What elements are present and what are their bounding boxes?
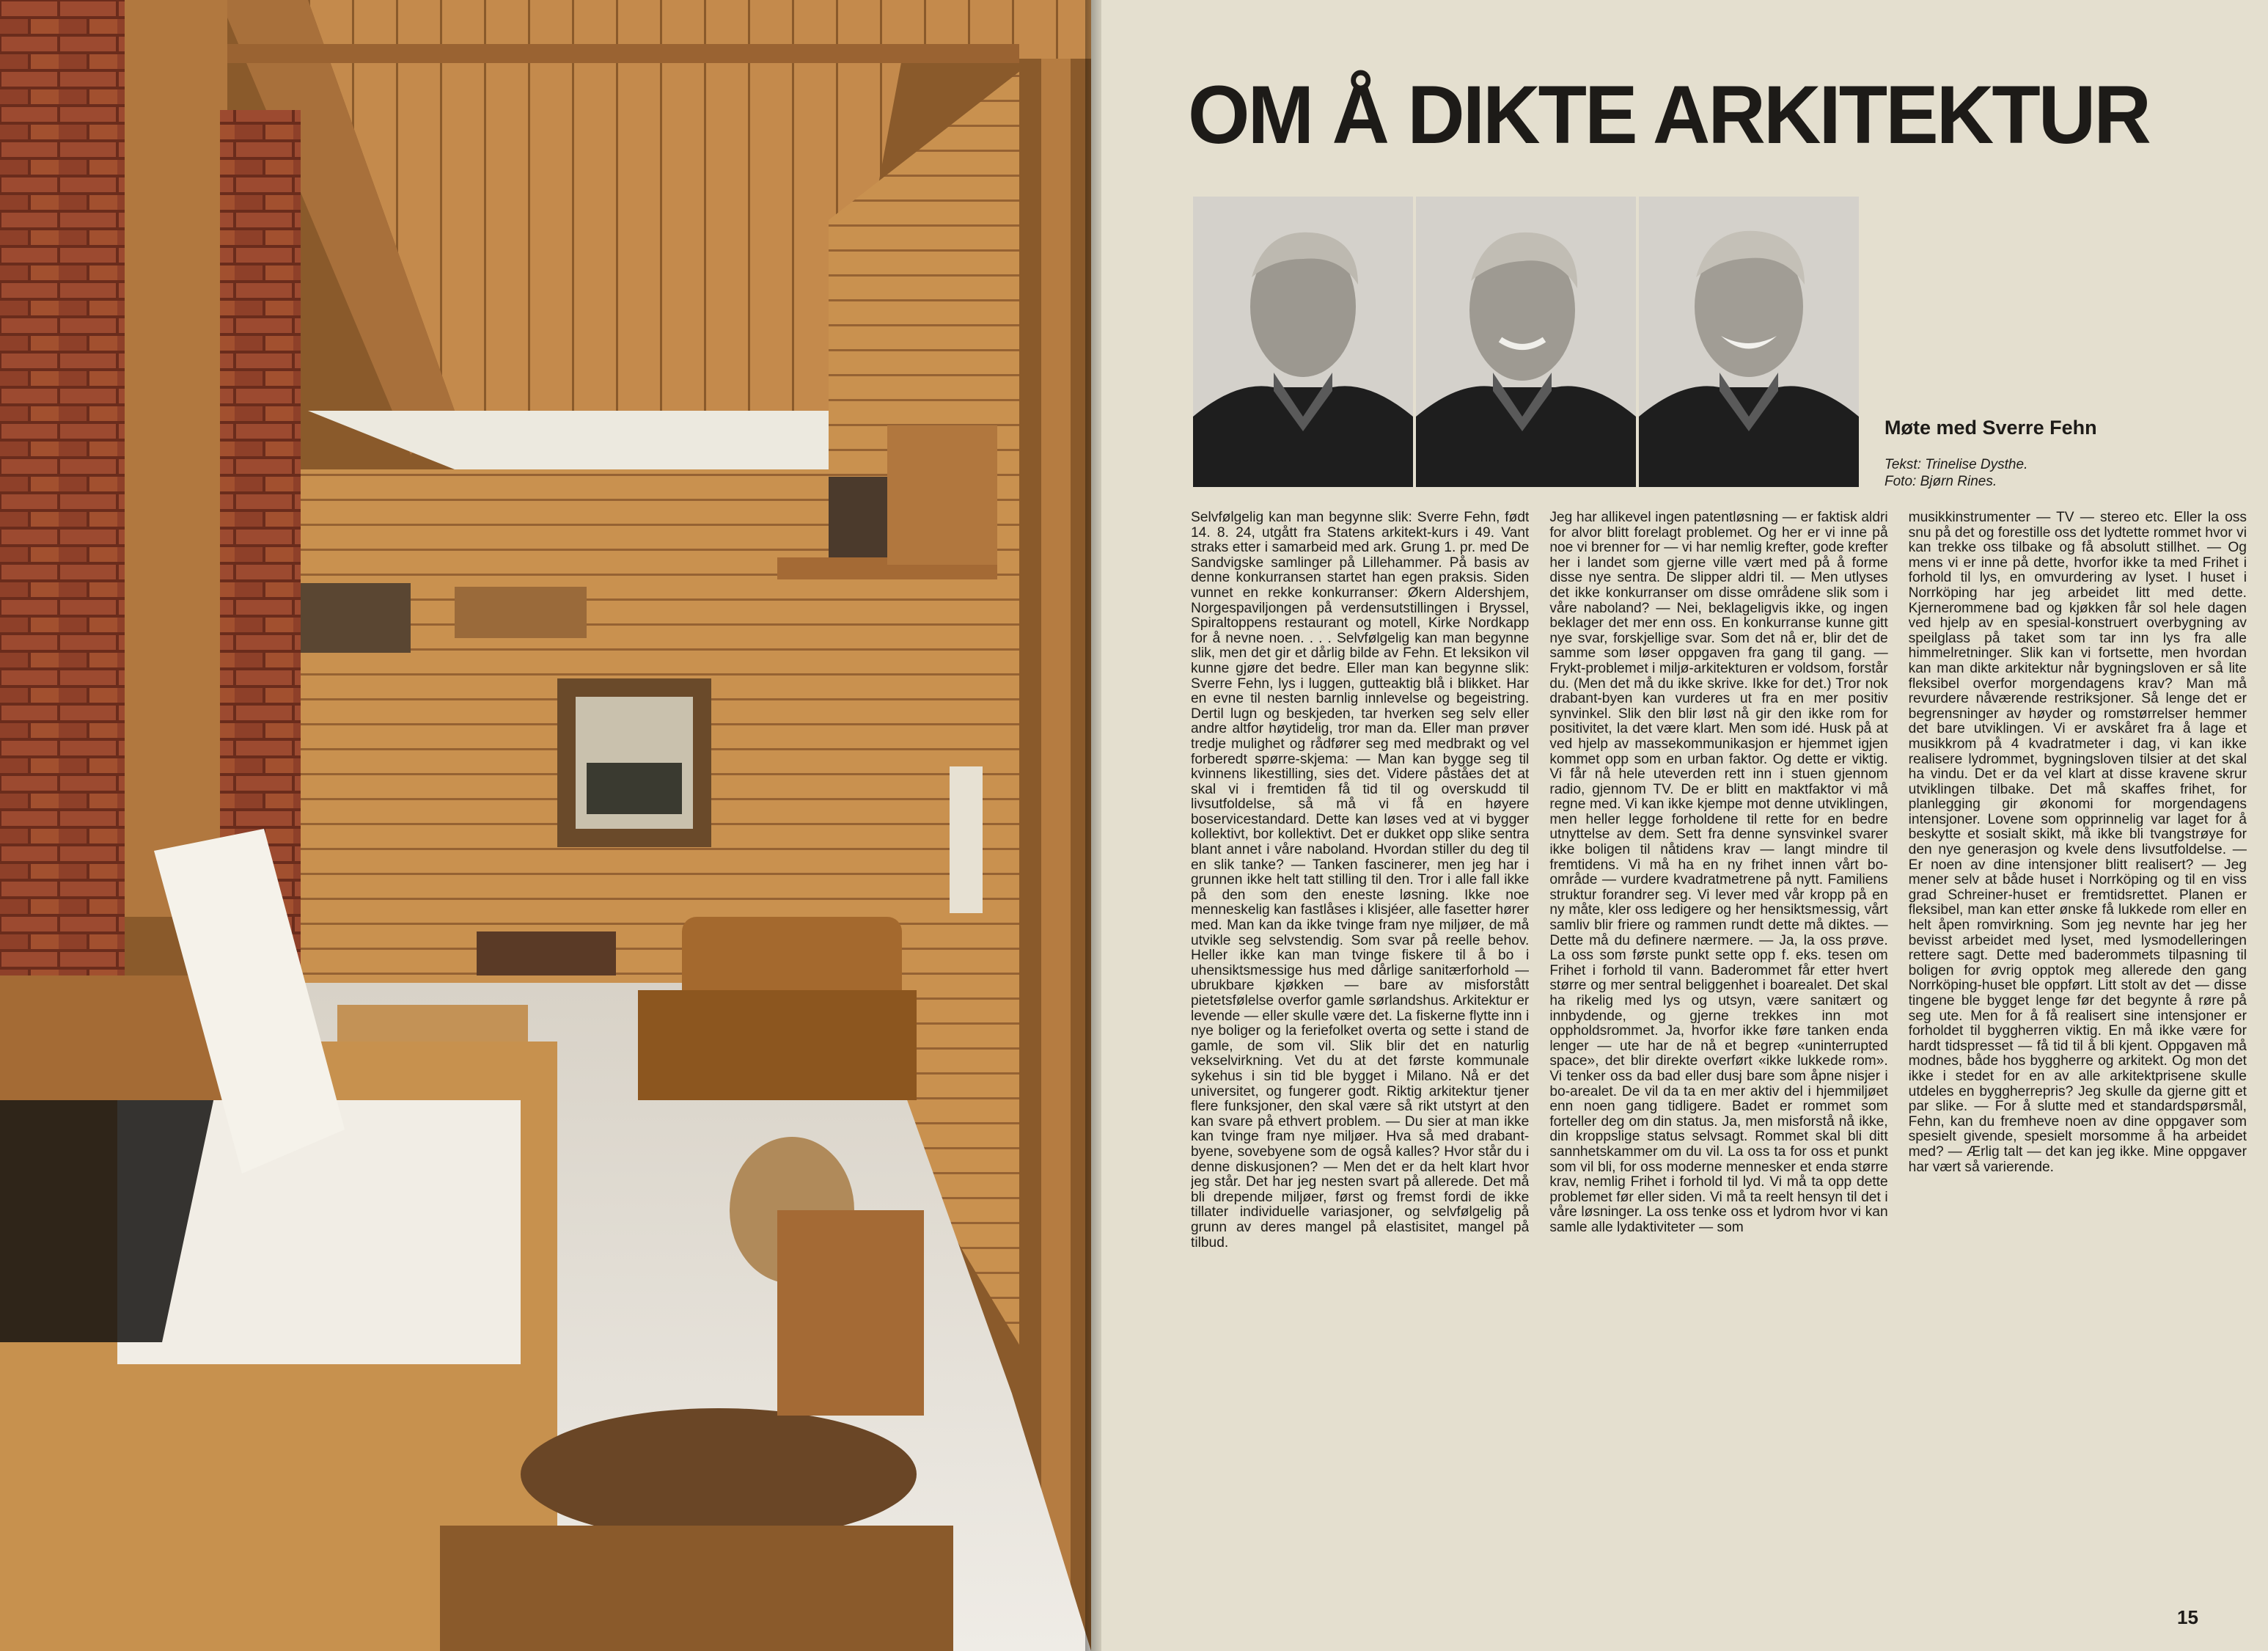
article-headline: OM Å DIKTE ARKITEKTUR: [1188, 69, 2149, 161]
text-column: [1909, 510, 2247, 1589]
photo-credit: Foto: Bjørn Rines.: [1885, 474, 1997, 489]
column-text: Jeg har allikevel ingen patentløsning — er faktisk aldri for alvor blitt forelagt problemet. Og her er vi inne på noe vi brenner for — vi har nemlig krefter, gode krefter her i landet som gjerne ville vært med på å forme disse nye sentra. De slipper aldri til. — Men utlyses det ikke konkurranser om disse områdene slik som i våre naboland? — Nei, beklageligvis ikke, og ingen beklager det mer enn oss. En konkurranse kunne gitt nye svar, forskjellige svar. Som det nå er, blir det de samme som løser oppgaven fra gang til gang. — Frykt-problemet i miljø-arkitekturen er voldsom, forstår du. (Men det må du ikke skrive. Ikke for det.) Tror nok drabant-byen kan vurderes ut fra en mer positiv synvinkel. Slik den blir løst nå gir den ikke rom for positivitet, la det være klart. Men som idé. Husk på at ved hjelp av massekommunikasjon er hjemmet igjen kommet opp som en urban faktor. Og dette er viktig. Vi får nå hele uteverden rett inn i stuen gjennom radio, gjennom TV. De er blitt en maktfaktor vi må regne med. Vi kan ikke kjempe mot denne utviklingen, men heller legge forholdene til rette for en bedre utnyttelse av dem. Sett fra denne synsvinkel svarer ikke boligen til nåtidens krav — langt mindre til fremtidens. Vi må ha en ny frihet innen vårt bo-område — vurdere kvadratmetrene på nytt. Familiens struktur forandrer seg. Vi lever med vår kropp på en ny måte, kler oss ledigere og her hensiktsmessig, vårt samliv blir friere og rammen rundt dette må diktes. — Dette må du definere nærmere. — Ja, la oss prøve. La oss som første punkt sette opp f. eks. tesen om Frihet i forhold til vann. Baderommet får etter hvert større og mer sentral beliggenhet i boarealet. Det skal ha rikelig med lys og utsyn, være sanitært og innbydende, og gjerne trekkes inn mot oppholdsrommet. Ja, hvorfor ikke føre tanken enda lenger — ute har de nå et begrep «uninterrupted space», det blir direkte overført «ikke lukkede rom». Vi tenker oss da bad eller dusj bare som åpne nisjer i bo-arealet. De vil da ta en mer aktiv del i hjemmiljøet enn noen gang tidligere. Badet er rommet som forteller deg om din status. Ja, men misforstå nå ikke, din kroppslige status selvsagt. Rommet skal bli ditt sannhetskammer om du vil. La oss ta for oss et punkt som vil bli, for oss moderne mennesker et enda større krav, nemlig Frihet i forhold til lyd. Vi må ta opp dette problemet før eller siden. Vi må ta reelt hensyn til det i våre løsninger. La oss tenke oss et lydrom hvor vi kan samle alle lydaktiviteter — som: [1549, 510, 1888, 1235]
interior-photograph: [0, 0, 1091, 1651]
column-text: musikkinstrumenter — TV — stereo etc. Eller la oss snu på det og forestille oss det lydtette rommet hvor vi kan trekke oss tilbake og få absolutt stillhet. — Og mens vi er inne på dette, hvorfor ikke ta med Frihet i forhold til lys, en omvurdering av lyset. I huset i Norrköping har jeg arbeidet litt med dette. Kjernerommene bad og kjøkken får sol hele dagen ved hjelp av en spesial-konstruert overbygning av speilglass på taket som tar inn lys fra alle himmelretninger. Slik kan vi fortsette, men hvordan kan man dikte arkitektur når bygningsloven er så lite fleksibel overfor morgendagens krav? Man må revurdere nåværende restriksjoner. Så lenge det er begrensninger av høyder og romstørrelser hemmer det bare utviklingen. Vi er avskåret fra å lage et musikkrom på 4 kvadratmeter i dag, vi kan ikke realisere lydrommet, bygningsloven tilsier at det skal ha vindu. Det er da vel klart at disse kravene skrur utviklingen tilbake. Det må skaffes frihet, for planlegging gir økonomi for morgendagens intensjoner. Lovene som opprinnelig var laget for å beskytte et sosialt skikt, må ikke bli tvangstrøye for den nye generasjon og kvele dens livsutfoldelse. — Er noen av dine intensjoner blitt realisert? — Jeg mener selv at både huset i Norrköping og til en viss grad Schreiner-huset er fremtidsrettet. Planen er fleksibel, man kan etter ønske få lukkede rom eller en helt åpen romvirkning. Som jeg nevnte har jeg her bevisst arbeidet med lyset, med lysmodelleringen rettere sagt. Dette med baderommets tilpasning til boligen for øvrig opptok meg allerede den gang Norrköping-huset ble oppført. Litt stolt av det — disse tingene ble bygget lenge før det begynte å røre på seg ute. Men for å få realisert sine intensjoner er forholdet til byggherren viktig. En må ikke være for hardt tidspresset — få tid til å bli kjent. Oppgaven må modnes, både hos byggherre og arkitekt. Og mon det ikke i stedet for en av alle arkitektprisene skulle utdeles en byggherrepris? Jeg skulle da gjerne gitt et par slike. — For å slutte med et standardspørsmål, Fehn, kan du fremheve noen av dine oppgaver som spesielt givende, spesielt morsomme å ha arbeidet med? — Ærlig talt — det kan jeg ikke. Mine oppgaver har vært så varierende.: [1908, 510, 2247, 1175]
article-page: [1101, 0, 2268, 1651]
page-gutter: [1085, 0, 1101, 1651]
article-credits: [1885, 456, 2027, 490]
column-text: Selvfølgelig kan man begynne slik: Sverre Fehn, født 14. 8. 24, utgått fra Statens arkitekt-kurs i 49. Vant straks etter i samarbeid med ark. Grung 1. pr. med De Sandvigske samlinger på Lillehammer. På basis av denne konkurransen startet han egen praksis. Siden vunnet en rekke konkurranser: Økern Aldershjem, Norgespaviljongen på verdensutstillingen i Bryssel, Spiraltoppens restaurant og motell, Kirke Nordkapp for å nevne noen. . . . Selvfølgelig kan man begynne slik, men det gir et dårlig bilde av Fehn. Et leksikon vil kunne gjøre det bedre. Eller man kan begynne slik: Sverre Fehn, lys i luggen, gutteaktig blå i blikket. Har en evne til nesten barnlig innlevelse og begeistring. Dertil lugn og beskjeden, tar hverken seg selv eller andre altfor høytidelig, tror man da. Eller man prøver tredje mulighet og rådfører seg med medbrakt og vel forberedt spørre-skjema: — Man kan bygge seg til kvinnens likestilling, sies det. Videre påståes det at skal vi i fremtiden få tid til og overskudd til livsutfoldelse, så må vi få en høyere boservicestandard. Dette kan løses ved at vi bygger kollektivt, bor kollektivt. Det er dukket opp slike sentra blant annet i våre naboland. Hvordan stiller du deg til en slik tanke? — Tanken fascinerer, men jeg har i grunnen ikke helt tatt stilling til den. Tror i alle fall ikke på den som den eneste løsning. Ikke noe menneskelig kan fastlåses i klisjéer, alle fasetter hører med. Man kan da ikke tvinge fram nye miljøer, de må utvikle seg selvstendig. Som svar på reelle behov. Heller ikke kan man tvinge fiskere til å bo i uhensiktsmessige hus med dårlige sanitærforhold — ubrukbare kjøkken — bare av misforstått pietetsfølelse overfor gamle sørlandshus. Arkitektur er levende — eller skulle være det. La fiskerne flytte inn i nye boliger og la feriefolket overta og sette i stand de gamle, de som vil. Slik blir det en naturlig vekselvirkning. Vet du at det første kommunale sykehus i sin tid ble bygget i Milano. Nå er det universitet, og fungerer godt. Riktig arkitektur tjener flere funksjoner, den skal være så rikt utstyrt at den kan svare på ethvert problem. — Du sier at man ikke kan tvinge fram nye miljøer. Hva så med drabant-byene, sovebyene som de også kalles? Hvor står du i denne diskusjonen? — Men det er da helt klart hvor jeg står. Det har jeg nesten svart på allerede. Det må bli drepende miljøer, først og fremst fordi de ikke tillater individuelle variasjoner, og selvfølgelig på grunn av deres mangel på elastisitet, mangel på tilbud.: [1191, 510, 1530, 1251]
text-column: [1191, 510, 1529, 1589]
portrait-photo: [1416, 197, 1636, 487]
page-number: 15: [2177, 1606, 2198, 1628]
portrait-strip: [1193, 197, 1859, 487]
article-subtitle: Møte med Sverre Fehn: [1885, 417, 2097, 439]
text-column: [1549, 510, 1887, 1589]
portrait-photo: [1639, 197, 1859, 487]
text-credit: Tekst: Trinelise Dysthe.: [1885, 457, 2028, 472]
article-body: [1191, 510, 2247, 1589]
portrait-photo: [1193, 197, 1413, 487]
living-room-illustration: [0, 0, 1091, 1651]
